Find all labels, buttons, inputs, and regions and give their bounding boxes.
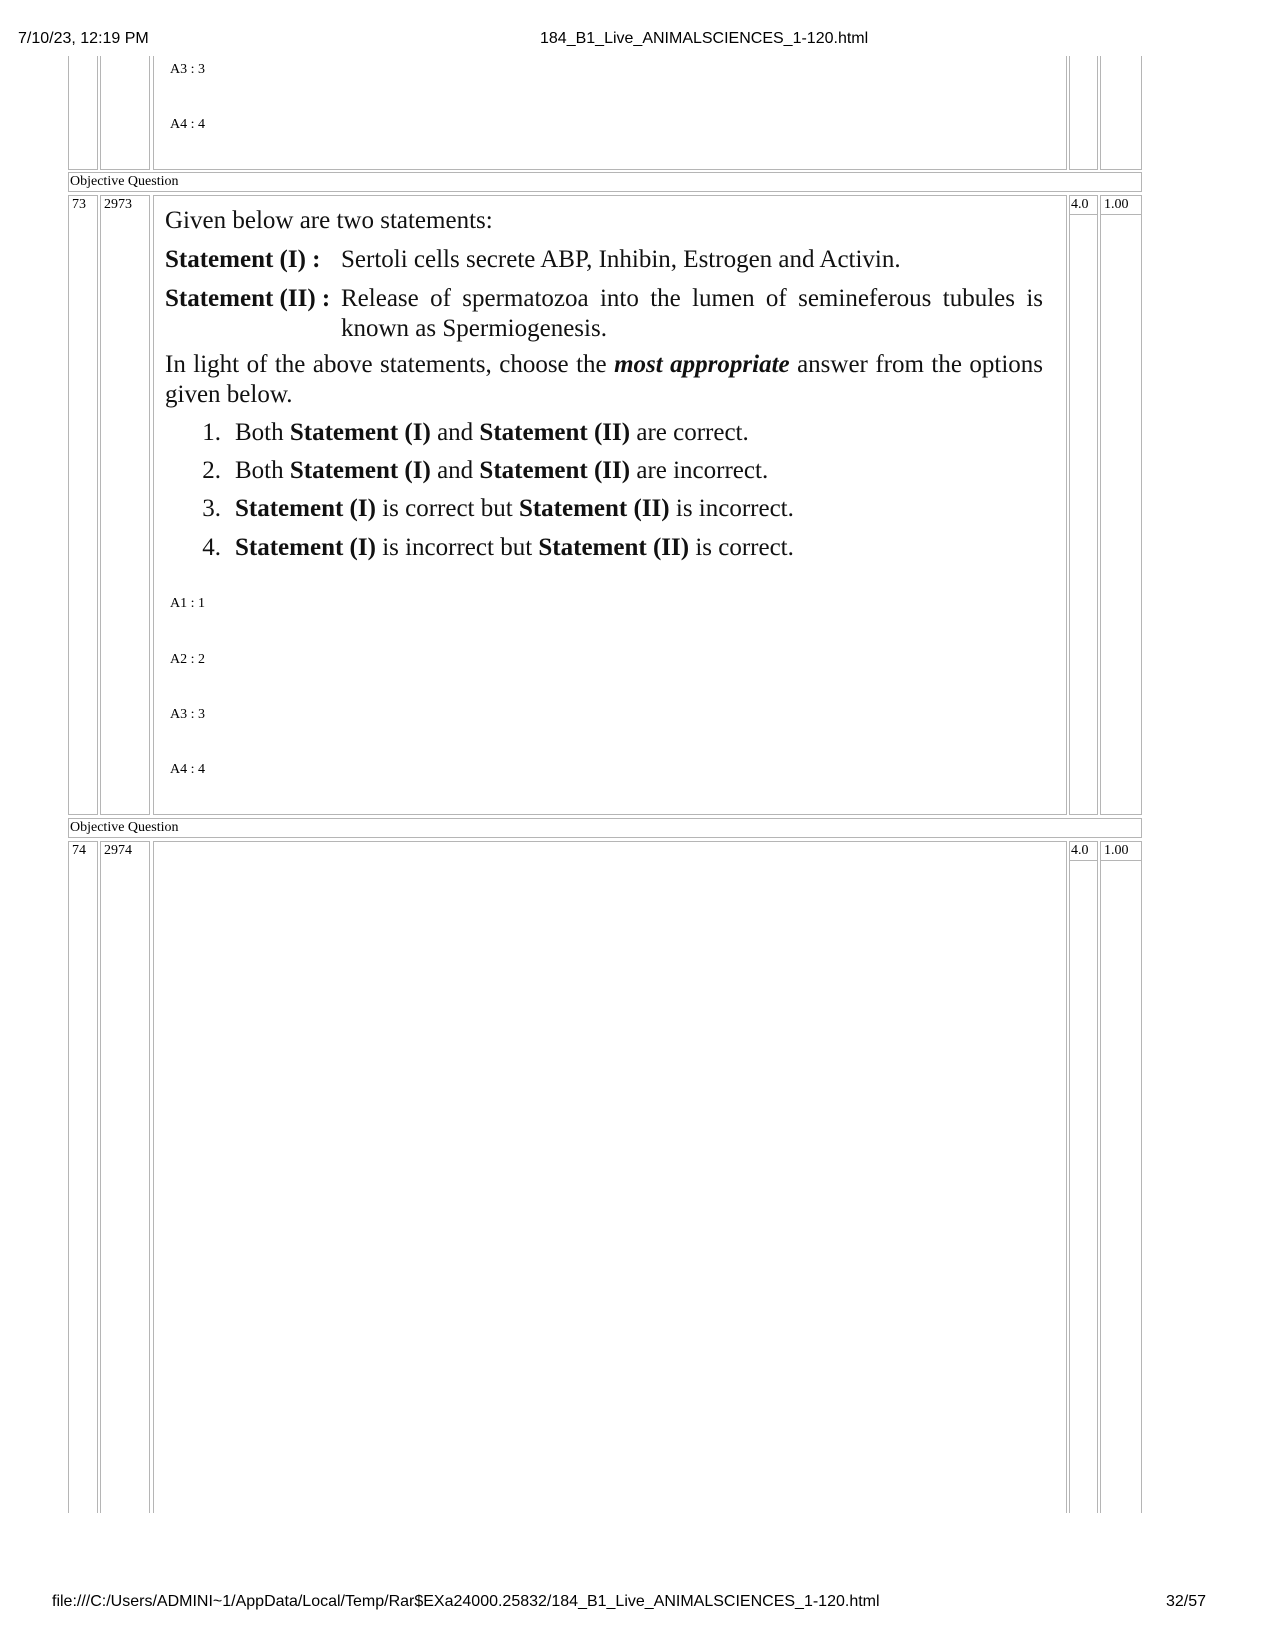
option-1-part: Both xyxy=(235,419,290,446)
option-4-number: 4. xyxy=(202,534,221,561)
q73-id-cell xyxy=(100,195,150,815)
option-2-number: 2. xyxy=(202,457,221,484)
q73-marks: 4.0 xyxy=(1071,197,1089,212)
option-2-part: Both xyxy=(235,457,290,484)
statement-2-label: Statement (II) : xyxy=(165,285,331,312)
prev-answer-3: A3 : 3 xyxy=(170,62,205,77)
q73-negative-col xyxy=(1100,195,1142,815)
q74-number-cell xyxy=(68,841,98,1513)
print-title: 184_B1_Live_ANIMALSCIENCES_1-120.html xyxy=(540,30,869,47)
q73-number: 73 xyxy=(72,197,86,212)
print-file-path: file:///C:/Users/ADMINI~1/AppData/Local/Temp/Rar$EXa24000.25832/184_B1_Live_ANIMALSCIENCES_1-120.html xyxy=(52,1593,880,1610)
q73-statement-2 xyxy=(165,284,1045,344)
q74-content-cell xyxy=(153,841,1067,1513)
q74-id: 2974 xyxy=(104,843,132,858)
option-1-part: are correct. xyxy=(630,419,749,446)
option-1-bold-b: Statement (II) xyxy=(479,419,631,446)
prev-cell-number xyxy=(68,56,98,170)
q73-statement-1 xyxy=(165,245,1045,275)
option-4-part: is correct. xyxy=(689,534,794,561)
option-2-part: and xyxy=(430,457,480,484)
option-3-bold-b: Statement (II) xyxy=(518,495,670,522)
option-4-bold-b: Statement (II) xyxy=(538,534,690,561)
section-label: Objective Question xyxy=(70,174,179,189)
option-2-part: are incorrect. xyxy=(630,457,769,484)
q73-answer-3: A3 : 3 xyxy=(170,707,205,722)
q74-id-cell xyxy=(100,841,150,1513)
prev-cell-negative xyxy=(1100,56,1142,170)
q74-marks: 4.0 xyxy=(1071,843,1089,858)
q73-answer-2: A2 : 2 xyxy=(170,652,205,667)
section-label-row xyxy=(68,172,1142,192)
q73-answer-4: A4 : 4 xyxy=(170,762,205,777)
section-label-row-2 xyxy=(68,818,1142,838)
option-3-bold-a: Statement (I) xyxy=(235,495,376,522)
option-4-bold-a: Statement (I) xyxy=(235,534,376,561)
statement-1-label: Statement (I) : xyxy=(165,246,321,273)
q73-answer-1: A1 : 1 xyxy=(170,596,205,611)
option-3-part: is incorrect. xyxy=(669,495,794,522)
option-1-part: and xyxy=(430,419,480,446)
option-2-bold-a: Statement (I) xyxy=(289,457,431,484)
statement-1-text: Sertoli cells secrete ABP, Inhibin, Estrogen and Activin. xyxy=(341,246,901,273)
instruction-pre: In light of the above statements, choose the xyxy=(165,351,615,378)
prev-answer-4: A4 : 4 xyxy=(170,117,205,132)
instruction-emph: most appropriate xyxy=(614,351,790,378)
option-3-number: 3. xyxy=(202,495,221,522)
prev-cell-marks xyxy=(1069,56,1098,170)
q73-negative: 1.00 xyxy=(1104,197,1129,212)
q73-option-2 xyxy=(185,456,768,486)
option-1-bold-a: Statement (I) xyxy=(289,419,431,446)
statement-2-text: Release of spermatozoa into the lumen of semineferous tubules is known as Spermiogenesis. xyxy=(341,285,1043,342)
instruction-post: answer from the options given below. xyxy=(165,351,1043,408)
q74-number: 74 xyxy=(72,843,86,858)
prev-cell-id xyxy=(100,56,150,170)
option-2-bold-b: Statement (II) xyxy=(479,457,631,484)
print-page-number: 32/57 xyxy=(1166,1593,1207,1610)
prev-cell-content xyxy=(153,56,1067,170)
q73-option-3 xyxy=(185,494,794,524)
section-label-2: Objective Question xyxy=(70,820,179,835)
print-datetime: 7/10/23, 12:19 PM xyxy=(18,30,149,47)
q73-option-1 xyxy=(185,418,749,448)
q73-intro: Given below are two statements: xyxy=(165,207,493,234)
option-4-part: is incorrect but xyxy=(375,534,539,561)
option-3-part: is correct but xyxy=(375,495,519,522)
q74-negative: 1.00 xyxy=(1104,843,1129,858)
q73-instruction xyxy=(165,350,1043,410)
q73-marks-col xyxy=(1069,195,1098,815)
q73-id: 2973 xyxy=(104,197,132,212)
q73-option-4 xyxy=(185,533,794,563)
q74-negative-col xyxy=(1100,841,1142,1513)
q74-marks-col xyxy=(1069,841,1098,1513)
q73-number-cell xyxy=(68,195,98,815)
option-1-number: 1. xyxy=(202,419,221,446)
